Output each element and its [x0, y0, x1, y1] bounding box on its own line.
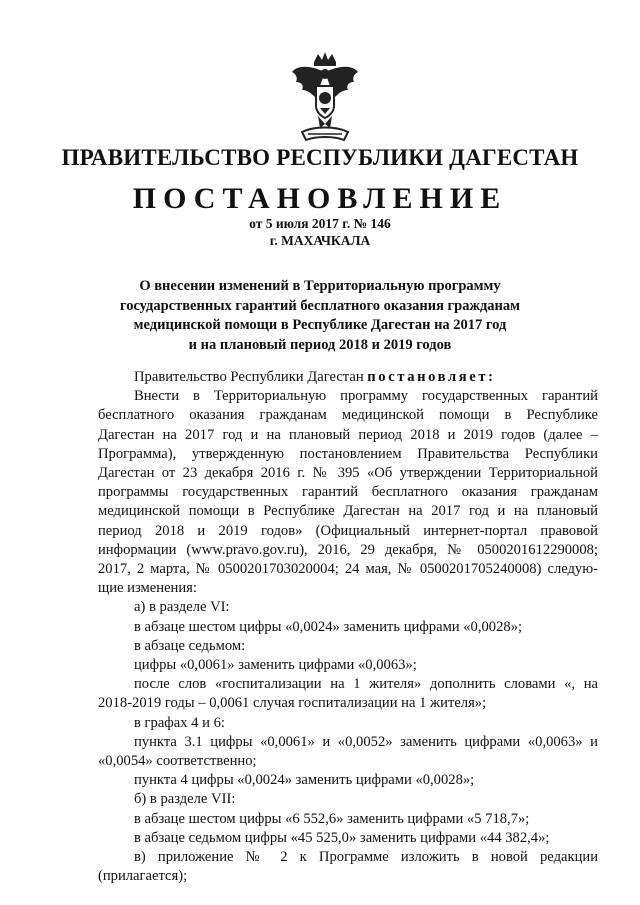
body-line: щие изменения: — [98, 580, 197, 597]
body-line: бесплатного оказания гражданам медицинской помощи в Республике — [98, 407, 598, 424]
document-date-number: от 5 июля 2017 г. № 146 — [249, 216, 391, 231]
body-line: в абзаце седьмом: — [134, 637, 246, 654]
intro-text: Правительство Республики Дагестан — [134, 369, 368, 385]
document-type: ПОСТАНОВЛЕНИЕ — [132, 182, 508, 215]
body-line: пункта 3.1 цифры «0,0061» и «0,0052» заменить цифрами «0,0063» и — [134, 733, 598, 750]
title-line: государственных гарантий бесплатного оказания гражданам — [119, 297, 521, 314]
body-line: программы государственных гарантий бесплатного оказания гражданам — [98, 484, 598, 501]
body-line: в графах 4 и 6: — [134, 714, 225, 731]
body-line: б) в разделе VII: — [134, 791, 236, 808]
body-line: информации (www.pravo.gov.ru), 2016, 29 декабря, № 0500201612290008; — [98, 541, 598, 558]
decree-intro — [98, 368, 598, 387]
body-line: (прилагается); — [98, 868, 188, 885]
decree-word: постановляет: — [367, 369, 496, 385]
body-line: период 2018 и 2019 годов» (Официальный интернет-портал правовой — [98, 522, 598, 539]
body-line: цифры «0,0061» заменить цифрами «0,0063»; — [134, 657, 417, 674]
body-line: Дагестан от 23 декабря 2016 г. № 395 «Об утверждении Территориальной — [98, 465, 598, 482]
body-line: в) приложение № 2 к Программе изложить в новой редакции — [134, 849, 598, 866]
body-line: в абзаце шестом цифры «6 552,6» заменить цифрами «5 718,7»; — [134, 810, 530, 827]
body-line: а) в разделе VI: — [134, 599, 230, 616]
title-line: О внесении изменений в Территориальную программу — [139, 278, 501, 294]
body-line: 2017, 2 марта, № 0500201703020004; 24 мая, № 0500201705240008) следую- — [98, 561, 598, 578]
body-line: в абзаце седьмом цифры «45 525,0» заменить цифрами «44 382,4»; — [134, 829, 550, 846]
title-line: медицинской помощи в Республике Дагестан на 2017 год — [133, 317, 507, 334]
title-line: и на плановый период 2018 и 2019 годов — [188, 336, 452, 353]
body-line: Дагестан на 2017 год и на плановый период 2018 и 2019 годов (далее – — [98, 426, 598, 443]
document-city: г. МАХАЧКАЛА — [269, 233, 371, 248]
body-line: после слов «госпитализации на 1 жителя» дополнить словами «, на — [134, 676, 598, 693]
body-line: «0,0054» соответственно; — [98, 753, 257, 770]
body-line: Внести в Территориальную программу государственных гарантий — [134, 388, 598, 405]
body-line: медицинской помощи в Республике Дагестан на 2017 год и на плановый — [98, 503, 598, 520]
government-name: ПРАВИТЕЛЬСТВО РЕСПУБЛИКИ ДАГЕСТАН — [61, 145, 579, 170]
body-line: в абзаце шестом цифры «0,0024» заменить цифрами «0,0028»; — [134, 618, 523, 635]
document-body — [98, 368, 598, 886]
document-title — [90, 277, 550, 355]
body-line: Программа), утвержденную постановлением Правительства Республики — [98, 445, 598, 462]
body-line: 2018-2019 годы – 0,0061 случая госпитализации на 1 жителя»; — [98, 695, 487, 712]
coat-of-arms-icon — [290, 52, 360, 144]
body-line: пункта 4 цифры «0,0024» заменить цифрами «0,0028»; — [134, 772, 475, 789]
